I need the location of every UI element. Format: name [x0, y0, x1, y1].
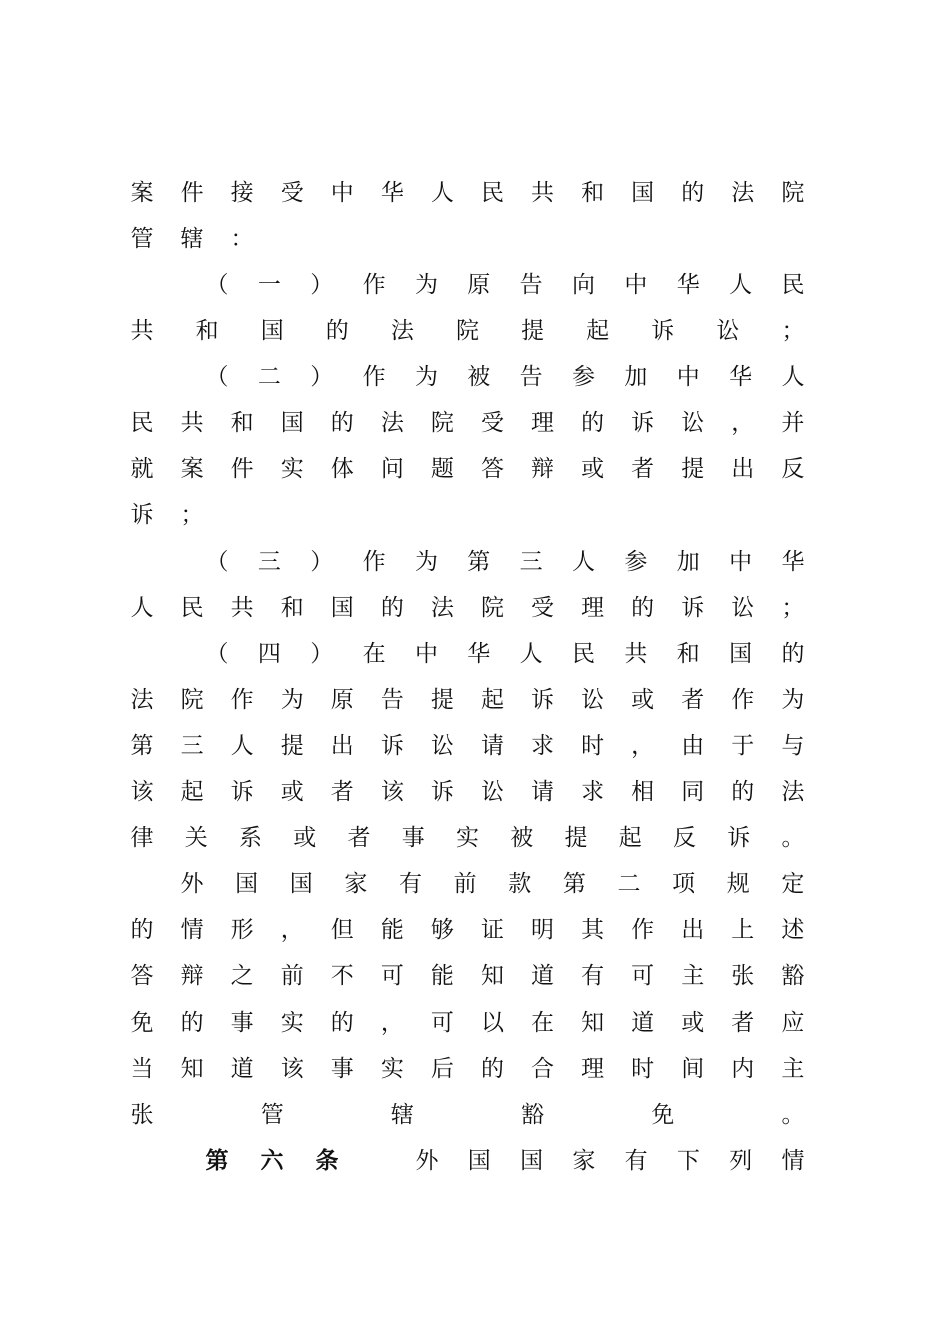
text-line: 人 民 共 和 国 的 法 院 受 理 的 诉 讼 ；	[130, 595, 805, 621]
text-line: 的 情 形 ， 但 能 够 证 明 其 作 出 上 述	[130, 917, 805, 943]
text-line: 诉 ；	[130, 502, 204, 528]
text-line: 民 共 和 国 的 法 院 受 理 的 诉 讼 ， 并	[130, 410, 805, 436]
text-line: 法 院 作 为 原 告 提 起 诉 讼 或 者 作 为	[130, 687, 805, 713]
text-line: 共 和 国 的 法 院 提 起 诉 讼 ；	[130, 318, 805, 344]
text-line: 就 案 件 实 体 问 题 答 辩 或 者 提 出 反	[130, 456, 805, 482]
text-line: 律 关 系 或 者 事 实 被 提 起 反 诉 。	[130, 825, 805, 851]
text-line: 答 辩 之 前 不 可 能 知 道 有 可 主 张 豁	[130, 963, 805, 989]
text-line: 外 国 国 家 有 前 款 第 二 项 规 定	[180, 871, 805, 897]
article-heading: 第 六 条	[205, 1148, 339, 1174]
text-line: 免 的 事 实 的 ， 可 以 在 知 道 或 者 应	[130, 1010, 805, 1036]
text-line: 该 起 诉 或 者 该 诉 讼 请 求 相 同 的 法	[130, 779, 805, 805]
text-line: 张 管 辖 豁 免 。	[130, 1102, 805, 1128]
text-line: （ 三 ） 作 为 第 三 人 参 加 中 华	[205, 549, 805, 575]
text-line: 案 件 接 受 中 华 人 民 共 和 国 的 法 院	[130, 180, 805, 206]
text-line: （ 二 ） 作 为 被 告 参 加 中 华 人	[205, 364, 805, 390]
text-line: （ 四 ） 在 中 华 人 民 共 和 国 的	[205, 641, 805, 667]
text-line: 第 三 人 提 出 诉 讼 请 求 时 ， 由 于 与	[130, 733, 805, 759]
article-line	[205, 1144, 805, 1178]
text-line: （ 一 ） 作 为 原 告 向 中 华 人 民	[205, 272, 805, 298]
text-line: 管 辖 ：	[130, 226, 254, 252]
article-text: 外 国 国 家 有 下 列 情	[415, 1148, 805, 1174]
text-line: 当 知 道 该 事 实 后 的 合 理 时 间 内 主	[130, 1056, 805, 1082]
